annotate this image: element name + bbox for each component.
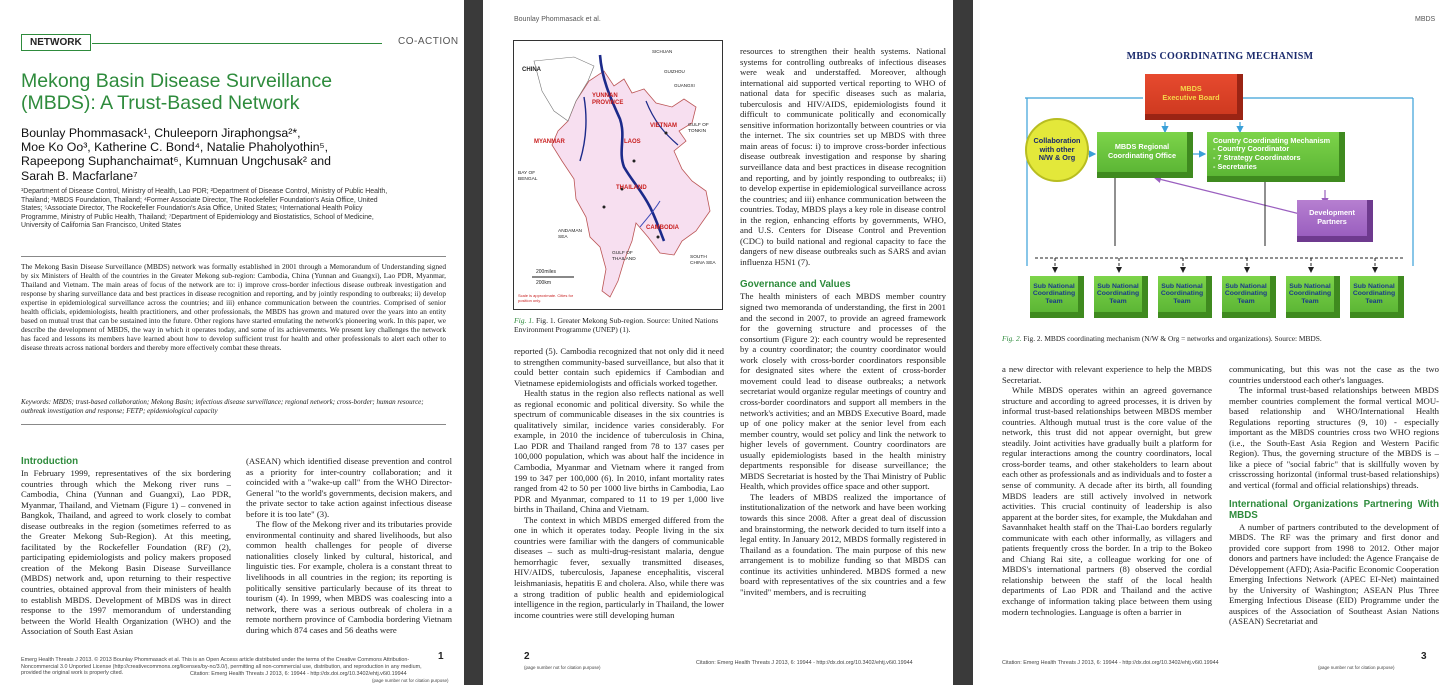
box-line: MBDS Regional (1114, 142, 1170, 152)
paragraph: A number of partners contributed to the development of MBDS. The RF was the primary and first donor and provided core support from 1998 to 2012. Other major donors and partners have included: the Agence Française de Développement (AFD); Asia-Pacific Economic Cooperation Emerging Infections Network (APEC EI-Net) maintained by the University of Washington; ASEAN Plus Three Emerging Infectious Disease (EID) Programme under the auspices of the Association of Southeast Asian Nations (ASEAN) Secretariat and (1229, 521, 1439, 627)
abstract: The Mekong Basin Disease Surveillance (MBDS) network was formally established in 2001 through a Memorandum of Understanding signed by six Ministers of Health of the countries in the Greater Mekong sub-region: Cambodia, China (Yunnan and Guangxi), Lao PDR, Myanmar, Thailand and Vietnam. The main areas of focus of the network are to: i) improve cross-border infectious disease outbreak investigation and response by sharing surveillance data and best practices in disease recognition and reporting, and by jointly responding to outbreaks; ii) develop expertise in epidemiological surveillance across the countries; and iii) enhance communication between the countries. Comprised of senior health officials, epidemiologists, health practitioners, and other professionals, the MBDS has grown and matured over the years into an entity based on mutual trust that can be sustained into the future. Other regions have started emulating the network's pioneering work. In this paper, we describe the development of MBDS, the way in which it operates today, and some of its achievements. We present key challenges the network has faced and lessons its members have learned about how to develop sufficient trust for health and other professionals to alert each other to disease threats across national borders and thereby more effectively combat these threats. (21, 262, 446, 353)
page-number: 2 (524, 651, 530, 662)
body-column-right (246, 456, 452, 652)
country-coordinating-box (1207, 132, 1345, 182)
box-line: Coordinating Office (1107, 151, 1177, 160)
body-column-left (21, 452, 231, 652)
diagram-title: MBDS COORDINATING MECHANISM (1126, 51, 1314, 62)
paragraph: a new director with relevant experience to help the MBDS Secretariat. (1002, 364, 1212, 385)
city-dot (603, 206, 606, 209)
box-line: Executive Board (1162, 93, 1220, 102)
map-label-guangxi: GUANGXI (674, 83, 695, 88)
regional-office-box (1097, 132, 1193, 178)
map-label-laos: LAOS (624, 139, 641, 145)
body-column-right (740, 46, 946, 651)
map-label-yunnan: YUNNAN PROVINCE (592, 93, 624, 106)
page-number: 1 (438, 651, 444, 662)
section-heading-introduction: Introduction (21, 456, 79, 467)
city-dot (665, 132, 668, 135)
page-2 (483, 0, 953, 685)
license-footer: Emerg Health Threats J 2013. © 2013 Bounlay Phommasack et al. This is an Open Access article distributed under the terms of the Creative Commons Attribution-Noncommercial 3.0 Unported License (http://creativecommons.org/licenses/by-nc/3.0/), permitting all non-commercial use, distribution, and reproduction in any medium, provided the original work is properly cited. (21, 657, 422, 677)
citation-footer: Citation: Emerg Health Threats J 2013, 6: 19944 - http://dx.doi.org/10.3402/ehtj.v6i0.19944 (1002, 660, 1219, 666)
paragraph: The context in which MBDS emerged differed from the one in which it operates today. People living in the six countries were familiar with the dangers of communicable diseases – such as multi-drug-resistant malaria, dengue hemorrhagic fever, sexually transmitted diseases, HIV/AIDS, tuberculosis, Japanese encephalitis, visceral leishmaniasis, hepatitis E and cholera. Also, while there was a strong tradition of public health and epidemiological intelligence in the region, particularly in Thailand, the lower income countries were still developing human (514, 514, 724, 620)
running-head: MBDS (1415, 16, 1436, 23)
map-scale-km: 200km (536, 280, 552, 286)
paragraph: communicating, but this was not the case as the two countries understood each other's languages. (1229, 364, 1439, 385)
map-label-cambodia: CAMBODIA (646, 225, 679, 231)
body-column-left (514, 346, 724, 646)
paragraph: The leaders of MBDS realized the importance of institutionalization of the network and have been working towards this since 2008. After a great deal of discussion and brainstorming, the network decided to turn itself into a legal entity. In January 2012, MBDS formally registered in Thailand as a foundation. The main purpose of this new arrangement is to mobilize funding so that MBDS can continue its activities unhindered. MBDS formed a new board with representatives of the six countries and a few "invited" members, and is recruiting (740, 491, 946, 597)
box-line: Partners (1317, 217, 1347, 226)
section-heading-international: International Organizations Partnering With MBDS (1229, 498, 1439, 521)
header-rule (92, 43, 382, 44)
network-tag: NETWORK (21, 34, 91, 51)
map-label-scs: SOUTH CHINA SEA (690, 255, 716, 266)
page-3 (973, 0, 1456, 685)
figure-2-diagram (1025, 46, 1415, 328)
map-note: Scale is approximate. Cities for position only. (518, 293, 574, 303)
affiliations: ¹Department of Disease Control, Ministry of Health, Lao PDR; ²Department of Disease Control, Ministry of Public Health, Thailand; ³MBDS Foundation, Thailand; ⁴Former Associate Director, The Rockefeller Foundation's Asia Office, United States; ⁵Associate Director, The Rockefeller Foundation's Asia Office, United States; ⁶International Health Policy Programme, Ministry of Public Health, Thailand; ⁷Department of Epidemiology and Biostatistics, School of Medicine, University of California San Francisco, United States (21, 188, 388, 230)
paragraph: resources to strengthen their health systems. National systems for controlling outbreaks of infectious diseases were weak and understaffed. Moreover, although international aid supported vertical reporting to WHO of national data for specific diseases such as malaria, tuberculosis and HIV/AIDS, epidemiologists found it difficult to communicate politically and economically sensitive information horizontally between countries or via the internet. The six countries set up MBDS with three main areas of focus: i) to improve cross-border infectious disease outbreak investigation and response by sharing surveillance data and best practices in disease recognition and reporting, and by jointly responding to outbreaks; ii) to develop expertise in epidemiological surveillance across the countries; and iii) enhance communication between the countries. Today, MBDS plays a key role in disease control in the region, enhancing efforts by governments, WHO, and U.S. Centers for Disease Control and Prevention (CDC) to build national and regional capacity to face the dangers of new disease outbreaks such as SARS and avian influenza H5N1 (7). (740, 46, 946, 267)
sub-national-team-box: Sub National Coordinating Team (1350, 276, 1404, 318)
box-line: - Secretaries (1213, 161, 1257, 171)
page-note: (page number not for citation purpose) (524, 665, 601, 670)
city-dot (657, 236, 660, 239)
section-heading-governance: Governance and Values (740, 279, 851, 291)
box-line: - Country Coordinator (1213, 144, 1290, 154)
box-line: MBDS (1180, 84, 1202, 94)
box-line: Development (1309, 208, 1355, 218)
authors-line: Sarah B. Macfarlane⁷ (21, 168, 138, 183)
map-scale-miles: 200miles (536, 269, 557, 275)
authors-line: Rapeepong Suphanchaimat⁶, Kumnuan Ungchusak² and (21, 154, 331, 169)
author-list (21, 126, 451, 183)
authors-line: Moe Ko Oo³, Katherine C. Bond⁴, Natalie Phaholyothin⁵, (21, 140, 329, 155)
map-label-sichuan: SICHUAN (652, 49, 673, 54)
sub-national-team-box: Sub National Coordinating Team (1222, 276, 1276, 318)
box-line: - 7 Strategy Coordinators (1213, 153, 1301, 162)
body-column-right (1229, 364, 1439, 649)
box-line: N/W & Org (1038, 153, 1076, 163)
sub-national-team-box: Sub National Coordinating Team (1286, 276, 1340, 318)
title-line-1: Mekong Basin Disease Surveillance (21, 70, 333, 92)
paragraph: In February 1999, representatives of the six bordering countries through which the Mekong river runs – Cambodia, China (Yunnan and Guangxi), Lao PDR, Myanmar, Thailand, and Vietnam (Figure 1) – convened in Bangkok, Thailand, and agreed to work closely to combat disease outbreaks in the region (sometimes referred to as the Greater Mekong Sub-Region). At this meeting, facilitated by the Rockefeller Foundation (RF) (2), participating epidemiologists and policy makers proposed creation of the Mekong Basin Disease Surveillance (MBDS) network and, upon returning to their respective countries, obtained approval from their ministers of health to establish MBDS. Development of MBDS was in direct response to the 1997 memorandum of understanding between the World Health Organization (WHO) and the Association of South East Asian (21, 468, 231, 637)
sub-national-team-box: Sub National Coordinating Team (1158, 276, 1212, 318)
collaboration-circle (1025, 118, 1089, 182)
page-note: (page number not for citation purpose) (372, 678, 449, 683)
citation-footer: Citation: Emerg Health Threats J 2013, 6: 19944 - http://dx.doi.org/10.3402/ehtj.v6i0.19944 (696, 660, 913, 666)
figure-1-caption: Fig. 1. Fig. 1. Greater Mekong Sub-region. Source: United Nations Environment Programme (UNEP) (1). (514, 316, 719, 334)
body-column-left (1002, 364, 1212, 649)
page-1 (0, 0, 464, 685)
map-label-myanmar: MYANMAR (534, 139, 565, 145)
page-note: (page number not for citation purpose) (1318, 665, 1395, 670)
page-number: 3 (1421, 651, 1427, 662)
box-line: Country Coordinating Mechanism (1213, 135, 1331, 145)
caption-text: Fig. 2. MBDS coordinating mechanism (N/W & Org = networks and organizations). Source: MBDS. (1023, 334, 1322, 343)
box-line: Collaboration (1033, 136, 1081, 146)
city-dot (633, 160, 636, 163)
paragraph: Health status in the region also reflects national as well as regional economic and political diversity. So while the spectrum of communicable diseases in the six countries is qualitatively similar, incidence varies considerably. For example, in 2010 the incidence of tuberculosis in China, Lao PDR and Thailand ranged from 78 to 137 cases per 100,000 population, which was about half the incidence in Cambodia, Myanmar and Vietnam where it ranged from 199 to 347 per 100,000 (6). In 2010, infant mortality rates ranged from 42 to 50 per 1000 live births in Cambodia, Lao PDR and Myanmar, compared to 11 to 19 per 1,000 live births in Thailand, China and Vietnam. (514, 388, 724, 515)
publisher-logo: CO-ACTION (398, 36, 459, 47)
paragraph: While MBDS operates within an agreed governance structure and according to agreed processes, it is driven by informal trust-based relationships between MBDS member countries. Although mutual trust is the core value of the network, this trust did not appear overnight, but grew steadily. Joint activities have gradually built a platform for regular interactions among the country coordinators, local cross-border teams, and other stakeholders to learn about each other as professionals and as individuals and to foster a sense of community. A decade after its birth, all founding MBDS leaders are still actively involved in network activities. This crucial continuity of leadership is also apparent at the border sites, for example, the Mukdahan and Savannhaket health staff on the Thai-Lao borders regularly communicate with each other informally, as villagers and patients frequently cross the border. In a trip to the Bokeo and Chiang Rai site, a colleague working for one of MBDS's international partners (8) observed the cordial relationship between the staff of the local health departments of Lao PDR and Thailand and the active exchange of information taking place between them using modern technologies. Language is often a barrier in (1002, 385, 1212, 617)
abstract-rule-top (21, 256, 446, 257)
map-label-gulf-thailand: GULF OF THAILAND (612, 251, 636, 262)
figure-1-map (513, 40, 723, 310)
paragraph: reported (5). Cambodia recognized that not only did it need to strengthen community-based surveillance, but also that it could better contain such epidemics if Cambodian and Vietnamese epidemiologists and officials worked together. (514, 346, 724, 388)
arrow (1155, 178, 1300, 214)
authors-line: Bounlay Phommasack¹, Chuleeporn Jiraphongsa²*, (21, 126, 301, 140)
paragraph: The informal trust-based relationships between MBDS member countries complement the formal vertical MOU-based relationship and WHO/International Health Regulations reporting structures (9, 10) - especially important as the MBDS countries cross two WHO regions (i.e., the South-East Asia Region and Western Pacific Region). Thus, the governing structure of the MBDS is – like a piece of "social fabric" that is skillfully woven by crisscrossing horizontal (informal trust-based relationships) and vertical (formal and official relationships) threads. (1229, 385, 1439, 491)
map-label-andaman: ANDAMAN SEA (558, 229, 582, 240)
sub-national-team-box: Sub National Coordinating Team (1030, 276, 1084, 318)
paragraph: The flow of the Mekong river and its tributaries provide environmental continuity and shared livelihoods, but also common health challenges for people of diverse nationalities closely linked by cultural, historical, and linguistic ties. For example, cholera is a constant threat to livelihoods in all countries in the region; its reporting is politically sensitive particularly because of its threat to tourism (4). In 1999, when MBDS was coalescing into a network, there was a serious outbreak of cholera in a remote northern province of Cambodia bordering Vietnam during which 874 cases and 56 deaths were (246, 519, 452, 635)
citation-footer: Citation: Emerg Health Threats J 2013, 6: 19944 - http://dx.doi.org/10.3402/ehtj.v6i0.19944 (190, 671, 407, 677)
keywords: Keywords: MBDS; trust-based collaboration; Mekong Basin; infectious disease surveillance; regional network; cross-border; human resource; outbreak investigation and response; FETP; epidemiological capacity (21, 398, 424, 415)
figure-2-caption: Fig. 2. Fig. 2. MBDS coordinating mechanism (N/W & Org = networks and organizations). Source: MBDS. (1002, 334, 1322, 343)
abstract-rule-bottom (21, 424, 446, 425)
development-partners-box (1297, 200, 1373, 242)
paragraph: The health ministers of each MBDS member country signed two memoranda of understanding, the first in 2001 and the second in 2007, to provide an agreed framework for the governing structure and processes of the consortium (Figure 2): each country would be represented by a country coordinator; the country coordinator would work closely with cross-border coordinators responsible for designated sites where the extent of cross-border movement could lead to disease outbreaks; a network secretariat would organize regular meetings of country and cross-border coordinators and support all members in the network's activities; and an MBDS Executive Board, made up of one policy maker at the senior level from each member country, would set policy and link the network to higher levels of government. Country coordinators are usually epidemiologists based in the health ministry departments responsible for disease surveillance; the MBDS Secretariat is hosted by the Thai Ministry of Public Health, which provides office space and other support. (740, 291, 946, 492)
map-label-guizhou: GUIZHOU (664, 69, 685, 74)
executive-board-box (1145, 74, 1243, 120)
map-label-vietnam: VIETNAM (650, 123, 677, 129)
caption-text: Fig. 1. Greater Mekong Sub-region. Source: United Nations Environment Programme (UNEP) (1). (514, 316, 719, 334)
paragraph: (ASEAN) which identified disease prevention and control as a priority for inter-country collaboration; and it coincided with a "wake-up call" from the WHO Director-General "to the world's governments, decision makers, and the private sector to take action against infectious disease before it is too late" (3). (246, 456, 452, 519)
box-line: with other (1039, 144, 1075, 154)
running-head: Bounlay Phommasack et al. (514, 16, 601, 23)
sub-national-team-box: Sub National Coordinating Team (1094, 276, 1148, 318)
article-title (21, 70, 451, 114)
map-label-thailand: THAILAND (616, 185, 647, 191)
title-line-2: (MBDS): A Trust-Based Network (21, 92, 300, 114)
map-label-bay: BAY OF BENGAL (518, 171, 538, 182)
map-label-tonkin: GULF OF TONKIN (688, 123, 709, 134)
map-label-china: CHINA (522, 67, 541, 73)
